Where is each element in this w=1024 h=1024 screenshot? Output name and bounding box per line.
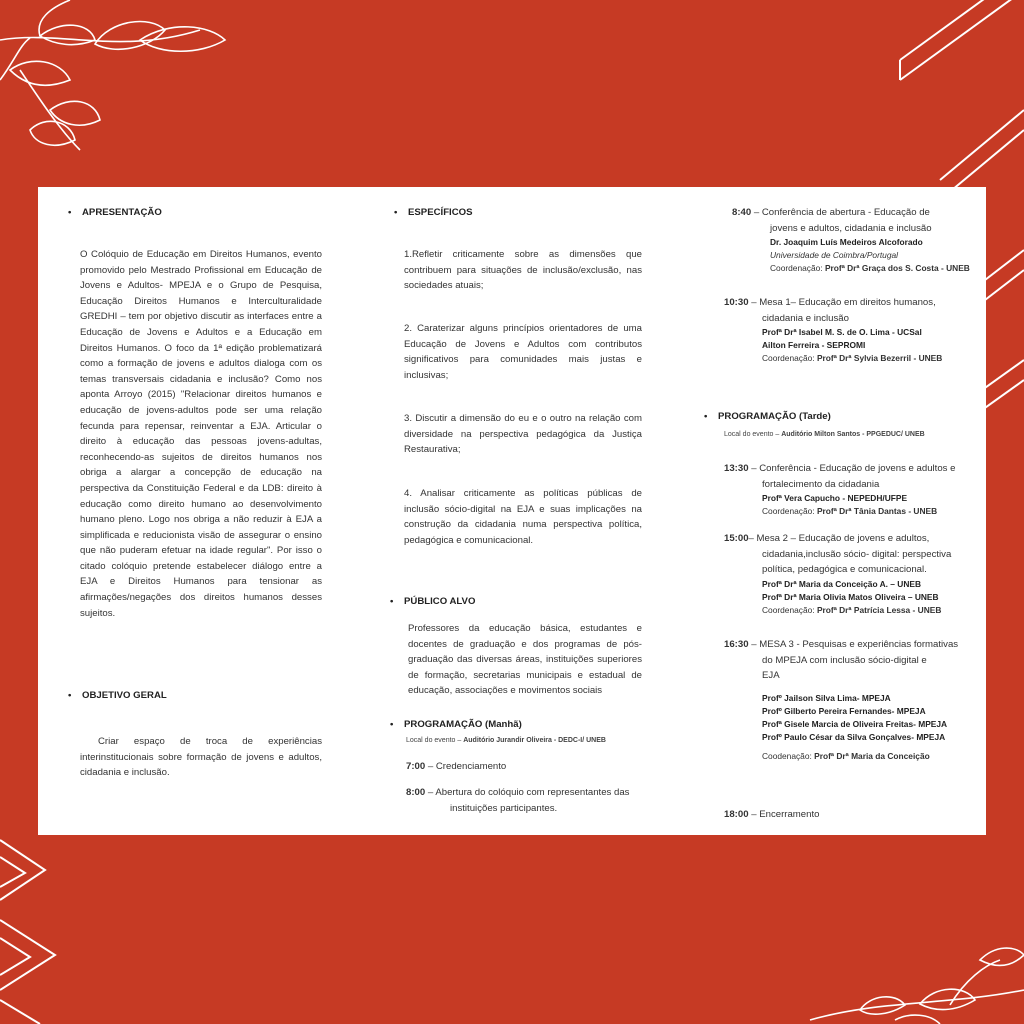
objetivo-text: Criar espaço de troca de experiências interinstitucionais sobre formação de jovens e adultos, cidadania e inclusão. bbox=[80, 736, 322, 779]
schedule-item-1030: 10:30 – Mesa 1– Educação em direitos humanos, cidadania e inclusão Profª Drª Isabel M. S. de O. Lima - UCSal Ailton Ferreira - SEPROMI Coordenação: Profª Drª Sylvia Bezerril - UNEB bbox=[724, 297, 943, 364]
schedule-item: 7:00 – Credenciamento bbox=[406, 761, 507, 772]
publico-text: Professores da educação básica, estudantes e docentes de graduação e dos programas de pós-graduação das diversas áreas, instituições superiores de formação, secretarias municipais e estadual de educação, associações e movimentos sociais bbox=[408, 623, 642, 697]
schedule-item-1800: 18:00 – Encerramento bbox=[724, 809, 820, 820]
schedule-item: 8:00 – Abertura do colóquio com representantes das instituições participantes. bbox=[406, 787, 630, 814]
leaf-branch-icon bbox=[800, 920, 1024, 1024]
especifico-item: 4. Analisar criticamente as políticas públicas de inclusão sócio-digital na EJA e suas implicações na construção da cidadania numa perspectiva política, pedagógica e comunicacional. bbox=[404, 488, 642, 546]
section-heading-especificos: • ESPECÍFICOS bbox=[394, 207, 473, 218]
schedule-item-840: 8:40 – Conferência de abertura - Educação de jovens e adultos, cidadania e inclusão Dr. Joaquim Luís Medeiros Alcoforado Universidade de Coimbra/Portugal Coordenação: Profª Drª Graça dos S. Costa - UNEB bbox=[732, 207, 970, 274]
schedule-item-1330: 13:30 – Conferência - Educação de jovens e adultos e fortalecimento da cidadania Profª Vera Capucho - NEPEDH/UFPE Coordenação: Profª Drª Tânia Dantas - UNEB bbox=[724, 463, 956, 517]
especifico-item: 2. Caraterizar alguns princípios orientadores de uma Educação de Jovens e Adultos com contributos significativos para comunidades mais justas e inclusivas; bbox=[404, 323, 642, 381]
schedule-item-1500: 15:00– Mesa 2 – Educação de jovens e adultos, cidadania,inclusão sócio- digital: perspectiva política, pedagógica e comunicacional. Profª Drª Maria da Conceição A. – UNEB Profª Drª Maria Olivia Matos Oliveira – UNEB Coordenação: Profª Drª Patrícia Lessa - UNEB bbox=[724, 533, 952, 615]
section-heading-manha: • PROGRAMAÇÃO (Manhã) bbox=[390, 719, 522, 730]
chevrons-icon bbox=[0, 835, 100, 1024]
section-heading-tarde: • PROGRAMAÇÃO (Tarde) bbox=[704, 411, 831, 422]
brochure-page bbox=[38, 187, 986, 835]
section-heading-publico: • PÚBLICO ALVO bbox=[390, 596, 476, 607]
leaf-branch-icon bbox=[0, 0, 240, 190]
manha-local: Local do evento – Auditório Jurandir Oliveira - DEDC-I/ UNEB bbox=[406, 737, 606, 744]
especifico-item: 3. Discutir a dimensão do eu e o outro na relação com diversidade na perspectiva pedagógica da Justiça Restaurativa; bbox=[404, 413, 642, 456]
section-heading-apresentacao: • APRESENTAÇÃO bbox=[68, 207, 162, 218]
especifico-item: 1.Refletir criticamente sobre as dimensões que contribuem para situações de inclusão/exclusão, nas sociedades atuais; bbox=[404, 249, 642, 292]
schedule-item-1630: 16:30 – MESA 3 - Pesquisas e experiências formativas do MPEJA com inclusão sócio-digital e EJA Profº Jailson Silva Lima- MPEJA Profº Gilberto Pereira Fernandes- MPEJA Profª Gisele Marcia de Oliveira Freitas- MPEJA Profº Paulo César da Silva Gonçalves- MPEJA Coodenação: Profª Drª Maria da Conceição bbox=[724, 639, 959, 761]
section-heading-objetivo: • OBJETIVO GERAL bbox=[68, 690, 167, 701]
apresentacao-text: O Colóquio de Educação em Direitos Humanos, evento promovido pelo Mestrado Profissional em Educação de Jovens e Adultos- MPEJA e o Grupo de Pesquisa, Educação Direitos Humanos e Interculturalidade GREDHI – tem por objetivo discutir as interfaces entre a Educação de Jovens e Adultos e a Educação em Direitos Humanos. O foco da 1ª edição problematizará como a formação de jovens e adultos dialoga com os temas transversais cidadania e inclusão? Como nos aponta Arroyo (2015) "Relacionar direitos humanos e educação de jovens-adultos pode ser uma relação fecunda para repensar, reinventar a EJA. Articular o direito à educação das pessoas jovens-adultas, reconhecendo-as sujeitos de direitos humanos nos obriga a alargar a concepção de educação na perspectiva da Constituição Federal e da LDB: direito à educação como direito humano ao desenvolvimento humano pleno. Logo nos obriga a não reduzir à EJA a simplificada e reducionista visão de assegurar o ensino que não puderam efetuar na idade regular". Por isso o citado colóquio pretende estabelecer diálogo entre a EJA e Direitos Humanos para tensionar as afirmações/negações dos direitos humanos desses sujeitos. bbox=[80, 249, 322, 619]
tarde-local: Local do evento – Auditório Milton Santos - PPGEDUC/ UNEB bbox=[724, 431, 925, 438]
